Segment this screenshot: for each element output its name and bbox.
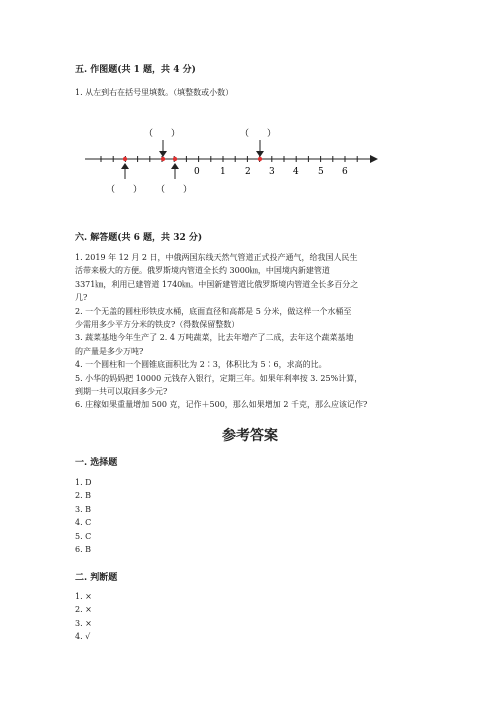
tick-label: 4 (293, 167, 299, 177)
answer-bracket: （ ） (144, 129, 181, 139)
up-arrow-icon (171, 163, 179, 179)
part1-answers (75, 476, 92, 556)
answer-item: 2. B (75, 491, 92, 501)
part2-answers (75, 590, 92, 644)
answer-bracket: （ ） (106, 185, 143, 195)
answer-item: 1. × (75, 592, 92, 601)
answer-item: 4. √ (75, 632, 91, 642)
marker-dot (123, 157, 127, 161)
answer-item: 4. C (75, 518, 92, 528)
problem-line: 3. 蔬菜基地今年生产了 2. 4 万吨蔬菜，比去年增产了二成，去年这个蔬菜基地 (75, 333, 354, 343)
answer-item: 5. C (75, 531, 92, 541)
part1-heading: 一. 选择题 (75, 458, 118, 468)
problem-line: 的产量是多少万吨? (75, 346, 144, 356)
tick-label: 6 (342, 167, 348, 177)
problem-line: 3371㎞，利用已建管道 1740㎞。中国新建管道比俄罗斯境内管道全长多百分之 (75, 279, 359, 289)
tick-label: 2 (245, 167, 251, 177)
problem-line: 6. 庄稼如果重量增加 500 克，记作＋500，那么如果增加 2 千克，那么应该记作? (75, 400, 368, 410)
problem-line: 4. 一个圆柱和一个圆锥底面积比为 2∶3，体积比为 5∶6，求高的比。 (75, 360, 327, 370)
down-arrow-icon (256, 140, 264, 157)
answer-item: 1. D (75, 478, 92, 487)
up-arrow-icon (121, 163, 129, 179)
answer-bracket: （ ） (156, 185, 193, 195)
section5-heading: 五. 作图题(共 1 题，共 4 分) (75, 65, 196, 75)
problems-block (75, 251, 367, 412)
tick-label: 3 (269, 167, 275, 177)
answers-title: 参考答案 (222, 428, 278, 444)
problem-line: 到期一共可以取回多少元? (75, 387, 168, 397)
problem-line: 1. 2019 年 12 月 2 日，中俄两国东线天然气管道正式投产通气，给我国人民生 (75, 253, 358, 262)
section6-heading: 六. 解答题(共 6 题，共 32 分) (75, 233, 203, 243)
tick-label: 5 (318, 167, 324, 177)
answer-item: 6. B (75, 545, 92, 555)
answer-item: 3. B (75, 504, 92, 514)
problem-line: 2. 一个无盖的圆柱形铁皮水桶，底面直径和高都是 5 分米，做这样一个水桶至 (75, 306, 352, 316)
part2-heading: 二. 判断题 (75, 573, 118, 583)
number-line-figure (70, 118, 390, 198)
answer-bracket: （ ） (240, 129, 277, 139)
problem-line: 活带来极大的方便。俄罗斯境内管道全长约 3000㎞，中国境内新建管道 (75, 266, 330, 276)
down-arrow-icon (159, 140, 167, 157)
tick-label: 0 (194, 167, 200, 177)
marker-dot (173, 157, 177, 161)
marker-dot (161, 157, 165, 161)
marker-dot (258, 157, 262, 161)
axis-arrow-icon (370, 155, 378, 163)
tick-label: 1 (220, 167, 226, 177)
answer-item: 3. × (75, 618, 92, 628)
question-text: 1. 从左到右在括号里填数。（填整数或小数） (75, 88, 234, 97)
problem-line: 少需用多少平方分米的铁皮?（得数保留整数） (75, 320, 240, 330)
problem-line: 几? (75, 293, 88, 303)
answer-item: 2. × (75, 605, 92, 615)
problem-line: 5. 小华的妈妈把 10000 元钱存入银行，定期三年。如果年利率按 3. 25%计算， (75, 373, 363, 383)
